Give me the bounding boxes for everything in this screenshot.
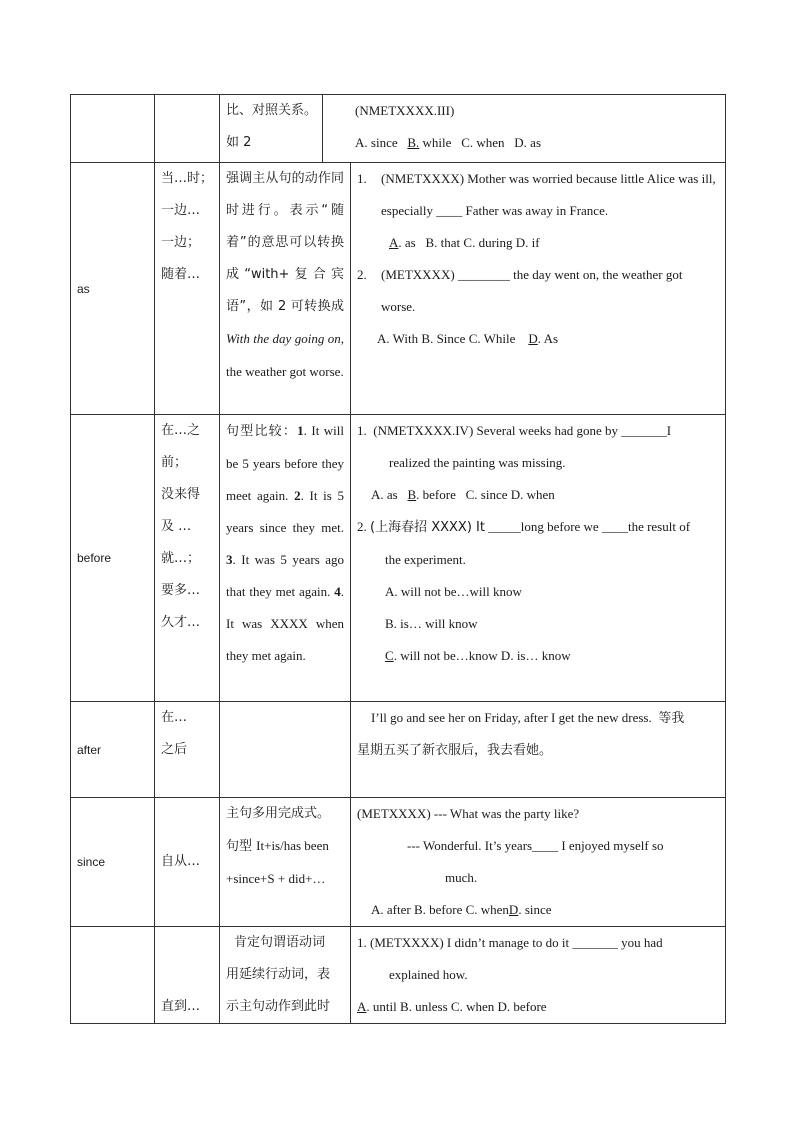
meaning-as <box>155 163 220 415</box>
meaning-line: 随着… <box>161 267 201 282</box>
example-1-cont: realized the painting was missing. <box>389 455 566 470</box>
note-since <box>220 798 351 927</box>
meaning-before <box>155 415 220 702</box>
meaning-since: 自从… <box>155 798 220 927</box>
table-row-after <box>71 702 726 798</box>
meaning-line: 要多… <box>161 583 201 598</box>
table-row-before <box>71 415 726 702</box>
example-reply-tail: much. <box>445 870 478 885</box>
examples-after <box>351 702 726 798</box>
example-1-options: A. as B. that C. during D. if <box>389 235 540 250</box>
word-until <box>71 927 155 1024</box>
example-reply: --- Wonderful. It’s years____ I enjoyed myself so <box>407 838 664 853</box>
example-1-cont: explained how. <box>389 967 468 982</box>
meaning-line: 就…； <box>161 551 201 566</box>
meaning-cell <box>155 95 220 163</box>
example-source: (NMETXXXX.III) <box>355 103 455 118</box>
meaning-line: 一边… <box>161 203 201 218</box>
example-block <box>323 95 725 162</box>
word-since: since <box>71 798 155 927</box>
note-italic: With the day going on, <box>226 331 345 346</box>
examples-until <box>351 927 726 1024</box>
note-until <box>220 927 351 1024</box>
examples-since <box>351 798 726 927</box>
note-as <box>220 163 351 415</box>
meaning-line: 前； <box>161 455 188 470</box>
example-options: A. since B. while C. when D. as <box>355 135 541 150</box>
note-line: 示主句动作到此时 <box>226 999 331 1014</box>
meaning-line: 之后 <box>161 742 188 757</box>
word-cell <box>71 95 155 163</box>
examples-before <box>351 415 726 702</box>
meaning-line: 在… <box>161 710 188 725</box>
example-question: (METXXXX) --- What was the party like? <box>357 806 580 821</box>
word-after: after <box>71 702 155 798</box>
meaning-line: 当…时； <box>161 171 214 186</box>
grammar-table <box>70 94 726 1024</box>
example-en: I’ll go and see her on Friday, after I get the new dress. 等我 <box>371 710 685 726</box>
meaning-line: 没来得 <box>161 487 201 502</box>
example-zh: 星期五买了新衣服后，我去看她。 <box>357 743 553 758</box>
example-1: 1. (NMETXXXX) Mother was worried because little Alice was ill, especially ____ Father was away in France. <box>357 171 716 218</box>
note-tail: the weather got worse. <box>226 364 344 379</box>
meaning-line: 一边； <box>161 235 201 250</box>
meaning-line: 及 … <box>161 519 192 534</box>
example-2-option-a: A. will not be…will know <box>385 584 522 599</box>
example-2-cont: the experiment. <box>385 552 466 567</box>
examples-as <box>351 163 726 415</box>
note-line: 比、对照关系。 <box>226 103 318 118</box>
word-as: as <box>71 163 155 415</box>
note-example-cell <box>220 95 726 163</box>
example-1-options: A. until B. unless C. when D. before <box>357 999 547 1014</box>
note-line: 如 2 <box>226 135 252 150</box>
meaning-after <box>155 702 220 798</box>
table-row-continuation <box>71 95 726 163</box>
example-1-options: A. as B. before C. since D. when <box>371 487 555 502</box>
meaning-line: 在…之 <box>161 423 201 438</box>
example-2-options: A. With B. Since C. While D. As <box>377 331 559 346</box>
example-2-option-b: B. is… will know <box>385 616 478 631</box>
example-2: 2. (METXXXX) ________ the day went on, the weather got worse. <box>357 267 683 314</box>
word-before: before <box>71 415 155 702</box>
note-text: 强调主从句的动作同时进行。表示“随着”的意思可以转换成“with+复合宾语”，如 2 可转换成 <box>226 171 345 314</box>
note-line: 用延续行动词，表 <box>226 967 331 982</box>
usage-note <box>220 95 323 162</box>
example-2: 2. (上海春招 XXXX) It _____long before we ____the result of <box>357 519 691 535</box>
note-prefix: 句型比较： <box>226 424 298 439</box>
note-pattern: 句型 It+is/has been <box>226 838 329 854</box>
note-pattern-cont: +since+S + did+… <box>226 871 326 886</box>
table-row-until <box>71 927 726 1024</box>
note-line: 肯定句谓语动词 <box>234 935 326 950</box>
note-before: 句型比较：1. It will be 5 years before they meet again. 2. It is 5 years since they met. 3. It was 5 years ago that they met again. 4. It was XXXX when they met again. <box>220 415 351 702</box>
note-after <box>220 702 351 798</box>
meaning-until: 直到… <box>155 927 220 1024</box>
example-options: A. after B. before C. whenD. since <box>371 902 552 917</box>
table-row-as <box>71 163 726 415</box>
example-2-option-c: C. will not be…know D. is… know <box>385 648 571 663</box>
example-1: 1. (METXXXX) I didn’t manage to do it _______ you had <box>357 935 663 950</box>
note-line: 主句多用完成式。 <box>226 806 331 821</box>
example-1: 1. (NMETXXXX.IV) Several weeks had gone by _______I <box>357 423 672 438</box>
meaning-line: 久才… <box>161 615 201 630</box>
table-row-since <box>71 798 726 927</box>
